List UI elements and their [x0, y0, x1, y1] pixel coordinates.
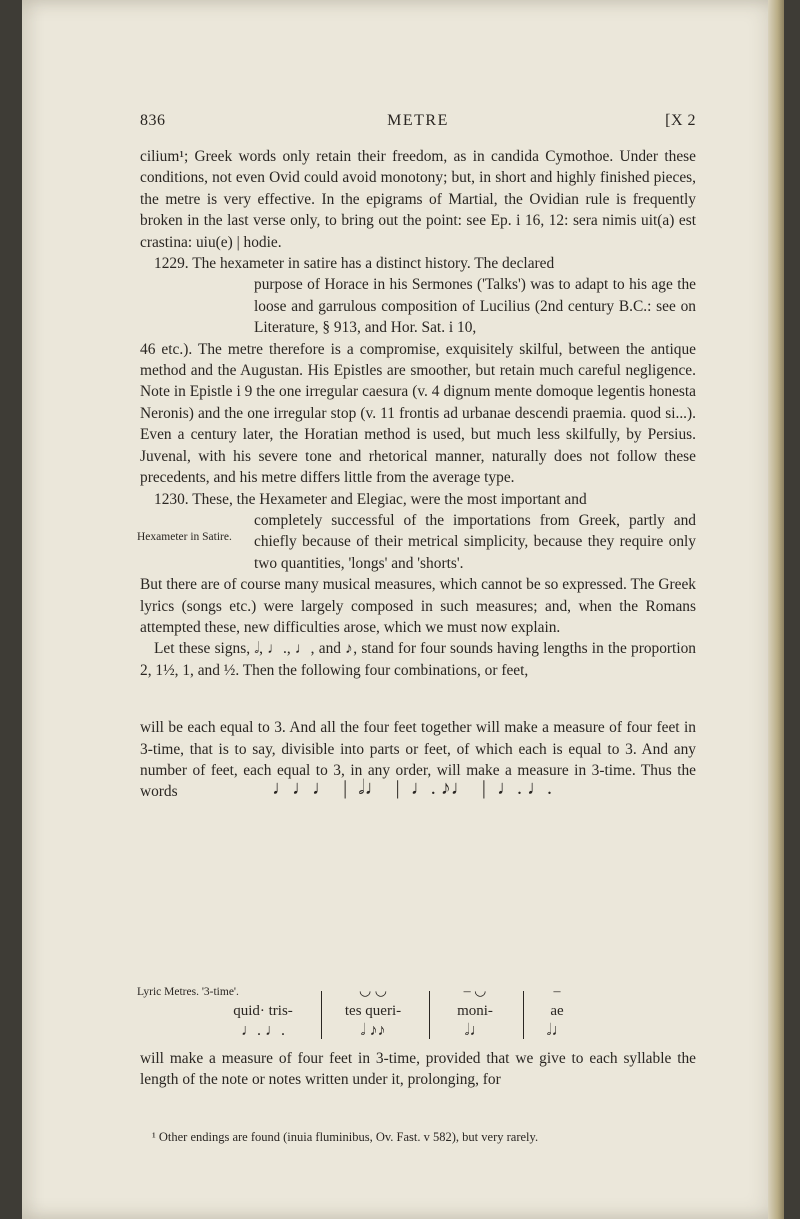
foot-1: ♩♩♩: [272, 777, 332, 799]
column-divider: [321, 991, 322, 1039]
quantity-marks: [217, 983, 309, 1001]
running-title: METRE: [387, 112, 449, 129]
paragraph-1229-inset: purpose of Horace in his Sermones ('Talks') was to adapt to his age the loose and garrulous composition of Lucilius (2nd century B.C.: see on Literature, § 913, and Hor. Sat. i 10,: [254, 276, 696, 337]
scansion-column: [435, 983, 515, 1041]
running-header: [140, 112, 696, 136]
foot-3: ♩. ♪♩: [410, 777, 471, 799]
paragraph-note-signs: Let these signs, 𝅗𝅥, ♩., ♩, and ♪, stand for four sounds having lengths in the proportion 2, 1½, 1, and ½. Then the following four combinations, or feet,: [140, 640, 696, 679]
note-values: ♩. ♩.: [241, 1022, 285, 1039]
page-edge: [768, 0, 784, 1219]
note-values: 𝅗𝅥♩: [464, 1022, 486, 1039]
paragraph-1230-inset: completely successful of the importations from Greek, partly and chiefly because of their metrical simplicity, because they require only two quantities, 'longs' and 'shorts'.: [254, 511, 696, 572]
quantity-marks: – ◡: [463, 984, 487, 999]
sidenote-lyric: Lyric Metres. '3-time'.: [137, 986, 239, 998]
scansion-column: [217, 983, 309, 1041]
syllables: quid· tris-: [233, 1003, 293, 1019]
paragraph-1229-rest: 46 etc.). The metre therefore is a compromise, exquisitely skilful, between the antique method and the Augustan. His Epistles are smoother, but retain much careful negligence. Note in Epistle i 9 the one irregular caesura (v. 4 dignum mente domoque legentis honesta Neronis) and the one irregular stop (v. 11 frontis ad urbanae descendi praemia. quod si...). Even a century later, the Horatian method is used, but much less skilfully, by Persius. Juvenal, with his severe tone and rhetorical manner, naturally does not follow these precedents, and his metre differs little from the average type.: [140, 340, 696, 487]
foot-2: 𝅗𝅥♩: [358, 777, 385, 799]
quantity-marks: –: [553, 984, 561, 999]
quantity-marks: ◡ ◡: [359, 984, 387, 999]
notation-spacer: [140, 681, 696, 717]
scansion-column: [327, 983, 419, 1041]
foot-4: ♩. ♩.: [496, 777, 552, 799]
section-mark: [X 2: [665, 112, 696, 129]
syllables: tes queri-: [344, 1003, 402, 1019]
column-divider: [429, 991, 430, 1039]
page-number: 836: [140, 112, 166, 129]
separator: |: [343, 777, 348, 799]
paragraph-after-table: will make a measure of four feet in 3-time, provided that we give to each syllable the length of the note or notes written under it, prolonging, for: [140, 1050, 696, 1089]
scansion-table: [217, 983, 635, 1041]
paragraph-1230-lead: 1230. These, the Hexameter and Elegiac, were the most important and: [154, 490, 587, 508]
paragraph-feet: will be each equal to 3. And all the four feet together will make a measure of four feet in 3-time, that is to say, divisible into parts or feet, of which each is equal to 3. And any number of feet, each equal to 3, in any order, will make a measure in 3-time. Thus the words: [140, 719, 696, 801]
paragraph-1230-rest: But there are of course many musical measures, which cannot be so expressed. The Greek lyrics (songs etc.) were largely composed in such measures; and, when the Romans attempted these, new difficulties arose, which we must now explain.: [140, 576, 696, 636]
scansion-column: [529, 983, 585, 1041]
feet-notation: [272, 772, 552, 800]
paragraph-continuation: cilium¹; Greek words only retain their freedom, as in candida Cymothoe. Under these conditions, not even Ovid could avoid monotony; but, in short and highly finished pieces, the metre is very effective. In the epigrams of Martial, the Ovidian rule is frequently broken in the last verse only, to bring out the point: see Ep. i 16, 12: sera nimis uit(a) est crastina: uiu(e) | hodie.: [140, 148, 696, 251]
footnote: ¹ Other endings are found (inuia fluminibus, Ov. Fast. v 582), but very rarely.: [152, 1130, 539, 1144]
separator: |: [481, 777, 486, 799]
sidenote-hexameter: Hexameter in Satire.: [137, 531, 232, 543]
syllables: moni-: [457, 1003, 493, 1019]
syllables: ae: [550, 1003, 564, 1019]
note-values: 𝅗𝅥♩: [546, 1022, 568, 1039]
note-values: 𝅗𝅥 ♪♪: [360, 1022, 386, 1039]
book-page: [22, 0, 784, 1219]
main-text: [137, 146, 696, 998]
separator: |: [395, 777, 400, 799]
paragraph-1229-lead: 1229. The hexameter in satire has a distinct history. The declared: [154, 255, 555, 273]
column-divider: [523, 991, 524, 1039]
